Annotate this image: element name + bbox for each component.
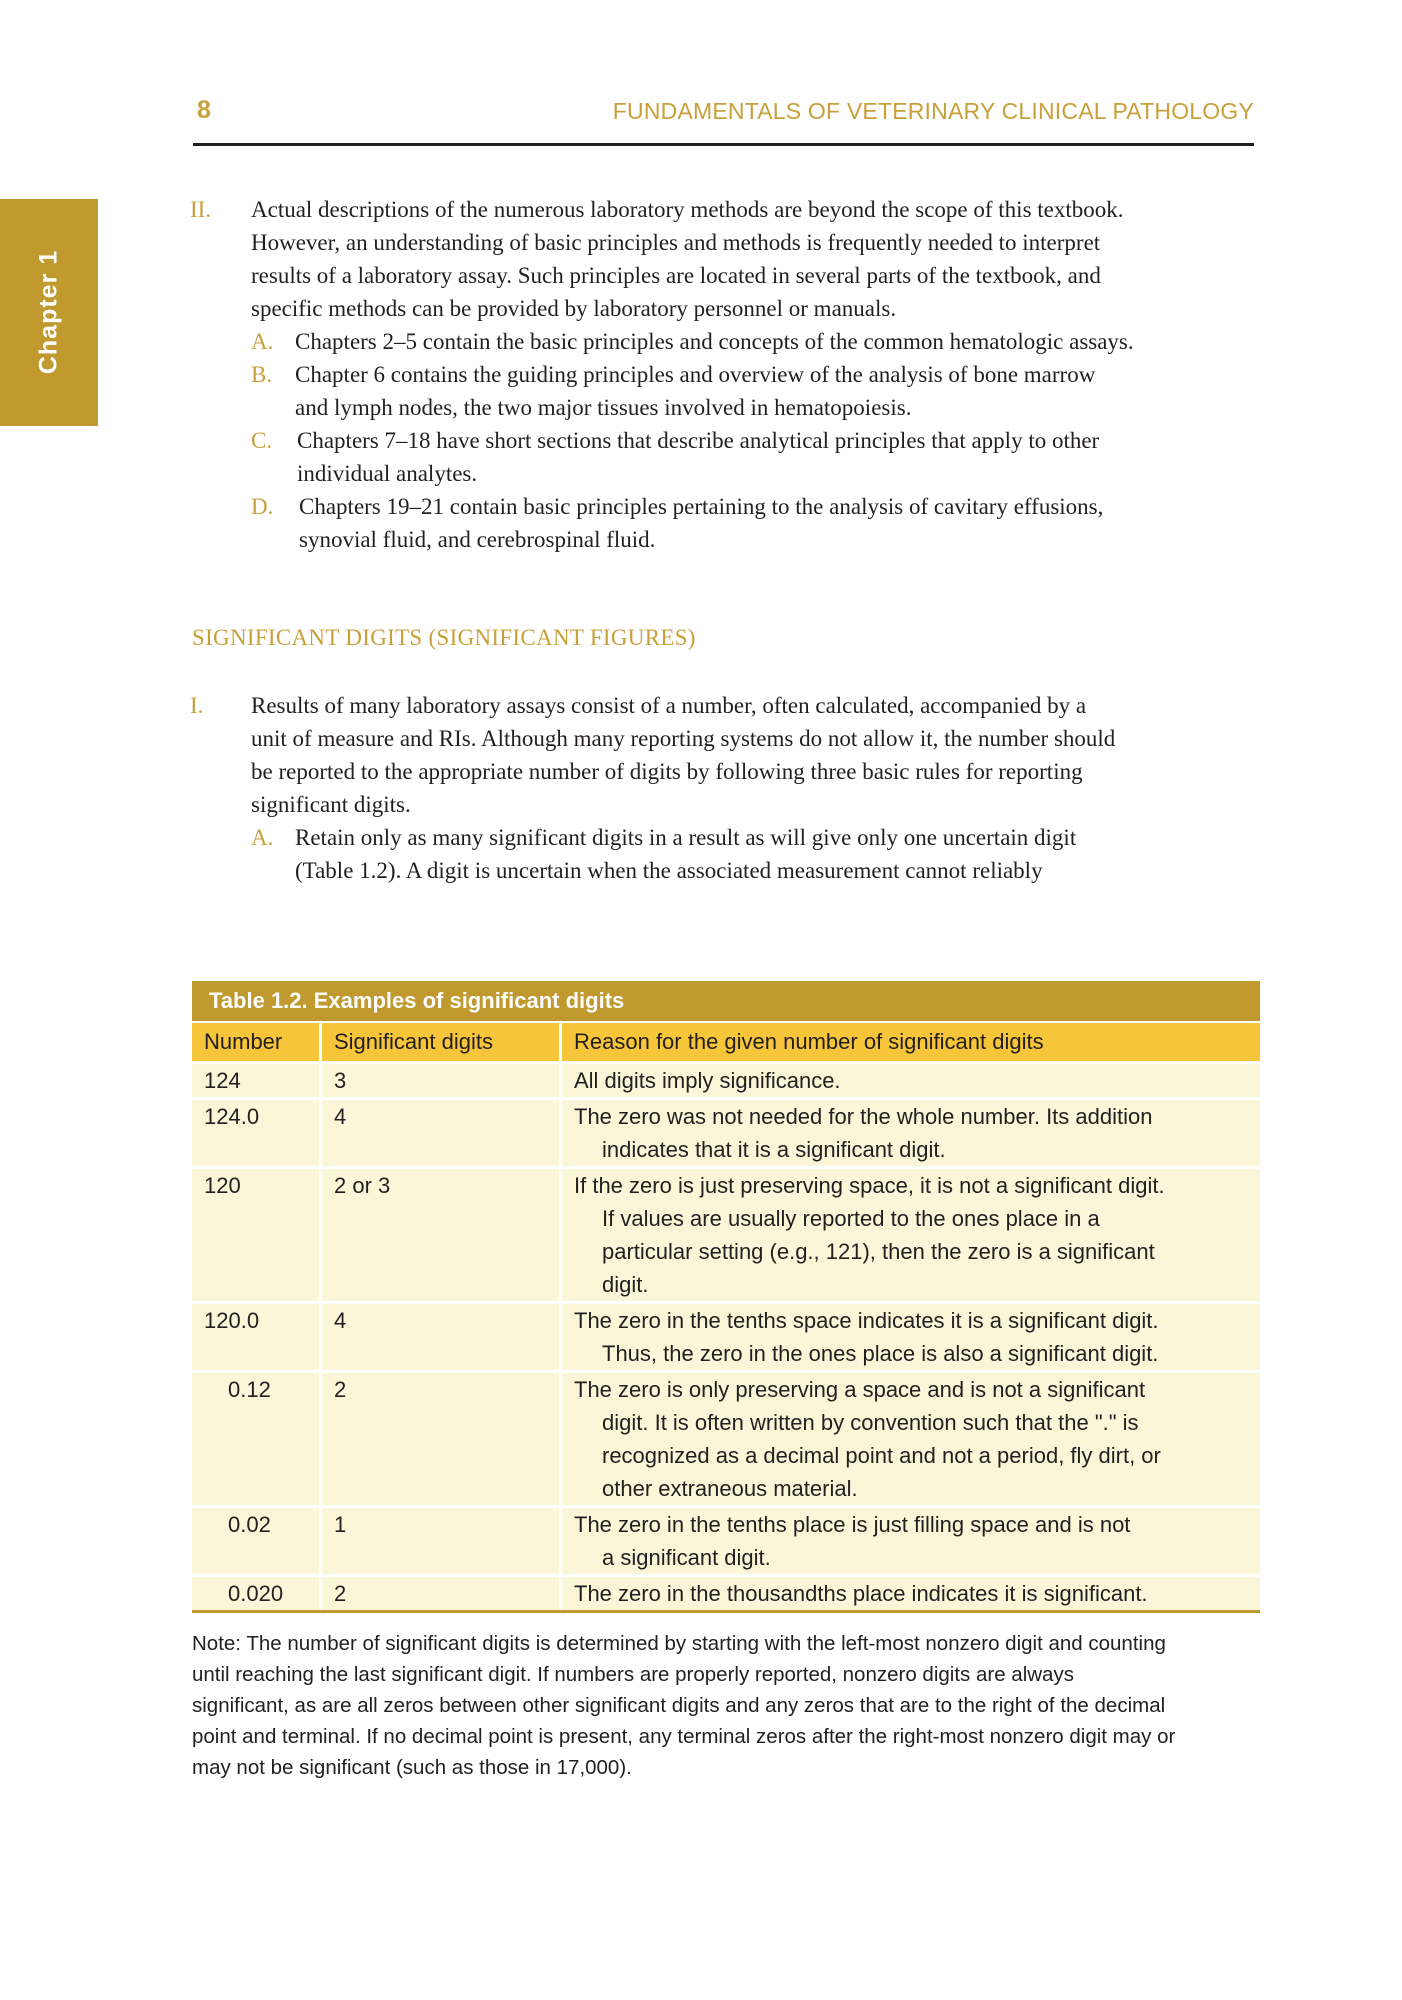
note-line: may not be significant (such as those in 17,000).: [192, 1756, 632, 1779]
list-item: [295, 821, 1076, 887]
text-line: unit of measure and RIs. Although many reporting systems do not allow it, the number should: [251, 726, 1116, 751]
text-line: significant digits.: [251, 792, 411, 817]
reason-line: If values are usually reported to the ones place in a: [602, 1206, 1100, 1231]
table-row: [192, 1370, 1260, 1505]
section-i-text: [251, 689, 1115, 821]
reason-line: other extraneous material.: [602, 1476, 858, 1501]
note-line: Note: The number of significant digits is determined by starting with the left-most nonzero digit and counting: [192, 1632, 1166, 1655]
reason-line: digit. It is often written by convention such that the "." is: [602, 1410, 1139, 1435]
cell-reason: [562, 1508, 1260, 1574]
reason-line: The zero in the tenths place is just filling space and is not: [574, 1512, 1131, 1537]
text-line: (Table 1.2). A digit is uncertain when the associated measurement cannot reliably: [295, 858, 1043, 883]
section-ii-text: [251, 193, 1124, 325]
text-line: Actual descriptions of the numerous laboratory methods are beyond the scope of this textbook.: [251, 197, 1124, 222]
table-caption: Table 1.2. Examples of significant digits: [192, 981, 1260, 1021]
cell-number: 120: [192, 1169, 322, 1301]
chapter-tab-label: Chapter 1: [34, 249, 63, 375]
cell-reason: [562, 1169, 1260, 1301]
table-row: [192, 1505, 1260, 1574]
cell-reason: [562, 1064, 1260, 1097]
cell-number: 124: [192, 1064, 322, 1097]
section-ii-marker: II.: [190, 197, 212, 222]
column-header-number: Number: [192, 1023, 322, 1061]
cell-reason: [562, 1304, 1260, 1370]
reason-line: recognized as a decimal point and not a period, fly dirt, or: [602, 1443, 1161, 1468]
note-line: point and terminal. If no decimal point is present, any terminal zeros after the right-most nonzero digit may or: [192, 1725, 1176, 1748]
table-row: [192, 1097, 1260, 1166]
cell-digits: 1: [322, 1508, 562, 1574]
item-marker: A.: [251, 825, 274, 850]
cell-digits: 4: [322, 1304, 562, 1370]
significant-digits-table: [192, 981, 1260, 1613]
text-line: Chapters 7–18 have short sections that describe analytical principles that apply to other: [297, 428, 1100, 453]
list-item: [297, 424, 1099, 490]
text-line: However, an understanding of basic principles and methods is frequently needed to interpret: [251, 230, 1101, 255]
cell-reason: [562, 1373, 1260, 1505]
reason-line: indicates that it is a significant digit.: [602, 1137, 946, 1162]
text-line: synovial fluid, and cerebrospinal fluid.: [299, 527, 656, 552]
text-line: be reported to the appropriate number of digits by following three basic rules for reporting: [251, 759, 1083, 784]
text-line: Chapters 19–21 contain basic principles pertaining to the analysis of cavitary effusions,: [299, 494, 1104, 519]
table-row: [192, 1301, 1260, 1370]
list-item: [299, 490, 1103, 556]
item-marker: C.: [251, 428, 273, 453]
page-number: 8: [197, 96, 211, 124]
column-header-significant-digits: Significant digits: [322, 1023, 562, 1061]
table-row: [192, 1166, 1260, 1301]
table-row: [192, 1574, 1260, 1610]
text-line: Chapter 6 contains the guiding principles and overview of the analysis of bone marrow: [295, 362, 1096, 387]
reason-line: digit.: [602, 1272, 649, 1297]
reason-line: The zero is only preserving a space and is not a significant: [574, 1377, 1146, 1402]
running-title: FUNDAMENTALS OF VETERINARY CLINICAL PATHOLOGY: [612, 98, 1254, 124]
reason-line: a significant digit.: [602, 1545, 771, 1570]
cell-number: 120.0: [192, 1304, 322, 1370]
item-marker: B.: [251, 362, 273, 387]
list-item: [295, 358, 1095, 424]
note-line: until reaching the last significant digit. If numbers are properly reported, nonzero digits are always: [192, 1663, 1074, 1686]
table-header-row: [192, 1021, 1260, 1061]
reason-line: The zero in the tenths space indicates it is a significant digit.: [574, 1308, 1159, 1333]
reason-line: If the zero is just preserving space, it is not a significant digit.: [574, 1173, 1165, 1198]
cell-number: 0.02: [192, 1508, 322, 1574]
cell-reason: [562, 1577, 1260, 1610]
cell-digits: 2: [322, 1373, 562, 1505]
column-header-reason: Reason for the given number of significant digits: [574, 1029, 1044, 1054]
header-rule: [193, 143, 1254, 146]
table-note: [192, 1628, 1260, 1783]
section-heading: SIGNIFICANT DIGITS (SIGNIFICANT FIGURES): [192, 625, 696, 650]
cell-digits: 3: [322, 1064, 562, 1097]
section-i-marker: I.: [190, 693, 204, 718]
item-marker: D.: [251, 494, 274, 519]
text-line: individual analytes.: [297, 461, 478, 486]
cell-number: 124.0: [192, 1100, 322, 1166]
text-line: Results of many laboratory assays consist of a number, often calculated, accompanied by a: [251, 693, 1087, 718]
list-item: [295, 325, 1134, 358]
cell-number: 0.12: [192, 1373, 322, 1505]
reason-line: The zero in the thousandths place indicates it is significant.: [574, 1581, 1148, 1606]
reason-line: The zero was not needed for the whole number. Its addition: [574, 1104, 1153, 1129]
cell-digits: 4: [322, 1100, 562, 1166]
item-marker: A.: [251, 329, 274, 354]
reason-line: Thus, the zero in the ones place is also a significant digit.: [602, 1341, 1159, 1366]
text-line: specific methods can be provided by laboratory personnel or manuals.: [251, 296, 897, 321]
table-row: [192, 1061, 1260, 1097]
reason-line: All digits imply significance.: [574, 1068, 841, 1093]
reason-line: particular setting (e.g., 121), then the zero is a significant: [602, 1239, 1155, 1264]
text-line: Retain only as many significant digits in a result as will give only one uncertain digit: [295, 825, 1077, 850]
table-bottom-rule: [192, 1610, 1260, 1613]
cell-digits: 2 or 3: [322, 1169, 562, 1301]
text-line: Chapters 2–5 contain the basic principles and concepts of the common hematologic assays.: [295, 329, 1134, 354]
text-line: results of a laboratory assay. Such principles are located in several parts of the textbook, and: [251, 263, 1101, 288]
note-line: significant, as are all zeros between other significant digits and any zeros that are to the right of the decimal: [192, 1694, 1166, 1717]
cell-digits: 2: [322, 1577, 562, 1610]
chapter-tab: [0, 199, 98, 426]
cell-reason: [562, 1100, 1260, 1166]
cell-number: 0.020: [192, 1577, 322, 1610]
text-line: and lymph nodes, the two major tissues involved in hematopoiesis.: [295, 395, 912, 420]
